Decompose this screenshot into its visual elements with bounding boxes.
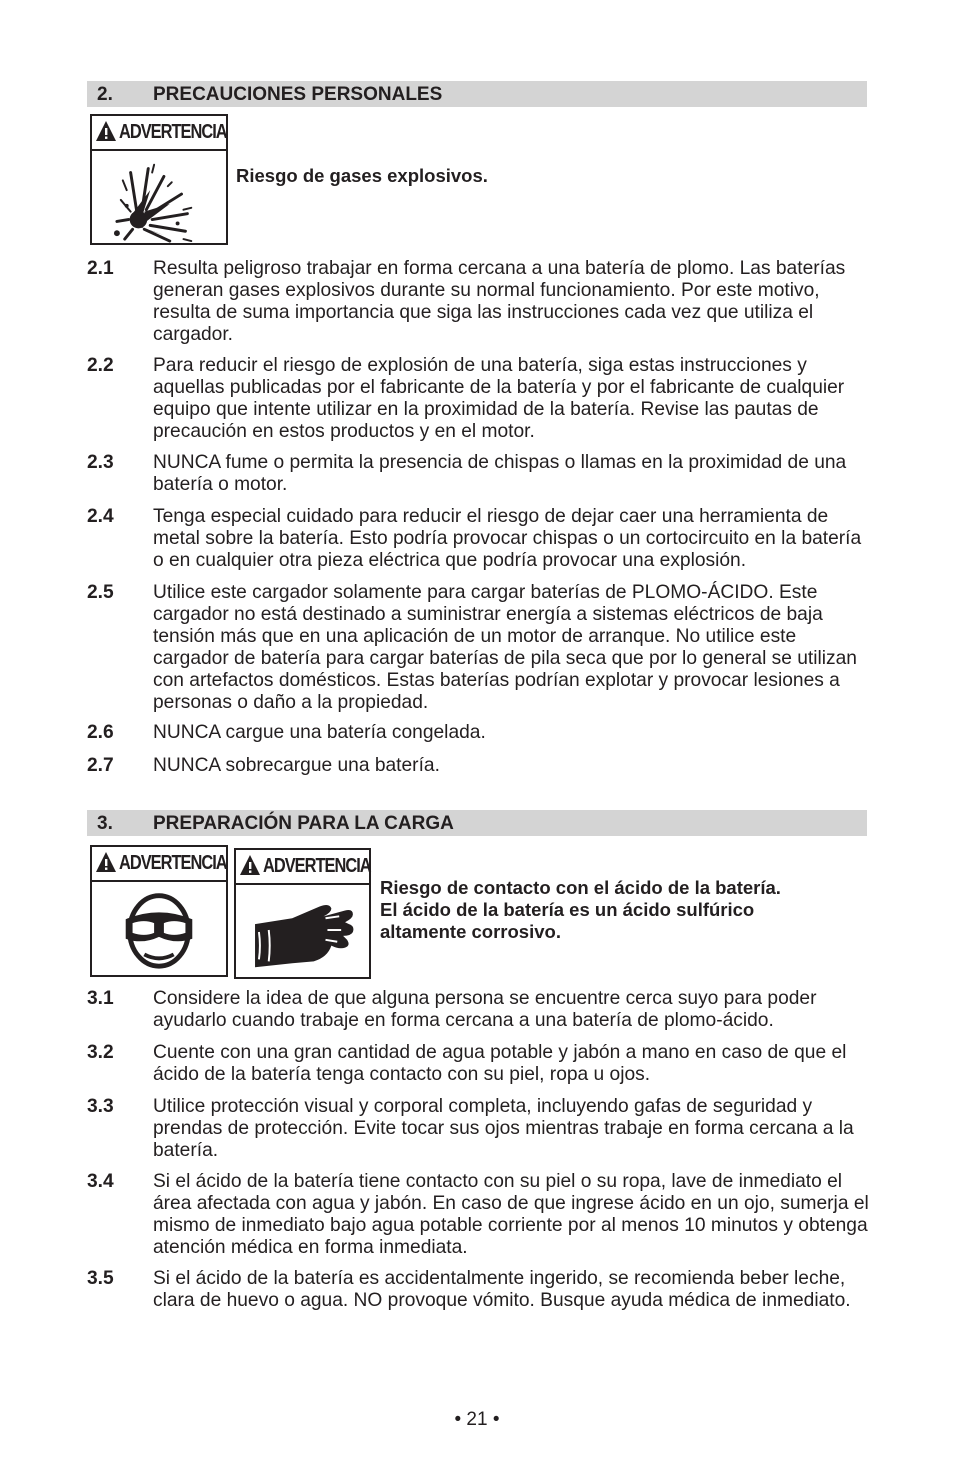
list-item	[87, 452, 877, 496]
list-item	[87, 988, 877, 1032]
item-text: Utilice protección visual y corporal completa, incluyendo gafas de seguridad y prendas de protección. Evite tocar sus ojos mientras trabaje en forma cercana a la batería.	[153, 1096, 854, 1161]
list-item	[87, 258, 877, 346]
item-text: Considere la idea de que alguna persona se encuentre cerca suyo para poder ayudarlo cuando trabaje en forma cercana a una batería de plomo-ácido.	[153, 988, 817, 1031]
item-text: Si el ácido de la batería tiene contacto con su piel o su ropa, lave de inmediato el área afectada con agua y jabón. En caso de que ingrese ácido en un ojo, sumerja el mismo de inmediato bajo agua potable corriente por al menos 10 minutos y obtenga atención médica en forma inmediata.	[153, 1171, 869, 1258]
item-text: Para reducir el riesgo de explosión de una batería, siga estas instrucciones y aquellas publicadas por el fabricante de la batería y por el fabricante de cualquier equipo que intente utilizar en la proximidad de la batería. Revise las pautas de precaución en estos productos y en el motor.	[153, 355, 845, 442]
safety-goggles-icon	[92, 882, 226, 975]
section-title: PRECAUCIONES PERSONALES	[153, 84, 443, 105]
risk-text-explosive-gases: Riesgo de gases explosivos.	[236, 165, 488, 186]
item-number: 3.2	[87, 1042, 114, 1063]
protective-glove-icon	[236, 885, 369, 977]
item-number: 3.3	[87, 1096, 114, 1117]
list-item	[87, 755, 877, 777]
list-item	[87, 355, 877, 443]
item-text: Tenga especial cuidado para reducir el riesgo de dejar caer una herramienta de metal sobre la batería. Esto podría provocar chispas o un cortocircuito en la batería o en cualquier otra pieza eléctrica que podría provocar una explosión.	[153, 506, 862, 571]
list-item	[87, 1042, 877, 1086]
section-2-header	[87, 81, 867, 107]
item-number: 2.5	[87, 582, 114, 603]
item-number: 2.3	[87, 452, 114, 473]
list-item	[87, 1096, 877, 1162]
warning-word: ADVERTENCIA	[119, 852, 227, 874]
section-3-header	[87, 810, 867, 836]
item-number: 3.4	[87, 1171, 114, 1192]
item-number: 2.2	[87, 355, 114, 376]
list-item	[87, 722, 877, 744]
risk-text-acid	[380, 877, 781, 943]
item-text: Resulta peligroso trabajar en forma cercana a una batería de plomo. Las baterías generan gases explosivos durante su normal funcionamiento. Por este motivo, resulta de suma importancia que siga las instrucciones cada vez que utiliza el cargador.	[153, 258, 846, 345]
warning-word: ADVERTENCIA	[119, 121, 227, 143]
warning-label-explosion	[90, 114, 228, 245]
warning-header	[92, 847, 226, 882]
list-item	[87, 582, 877, 714]
warning-word: ADVERTENCIA	[263, 855, 371, 877]
item-text: Si el ácido de la batería es accidentalmente ingerido, se recomienda beber leche, clara de huevo o agua. NO provoque vómito. Busque ayuda médica de inmediato.	[153, 1268, 851, 1311]
section-number: 2.	[97, 84, 113, 105]
warning-triangle-icon	[95, 120, 117, 142]
section-number: 3.	[97, 813, 113, 834]
list-item	[87, 1268, 877, 1312]
item-number: 2.6	[87, 722, 114, 743]
page-number: • 21 •	[454, 1409, 500, 1430]
list-item	[87, 1171, 877, 1259]
explosion-icon	[92, 151, 226, 243]
item-number: 3.5	[87, 1268, 114, 1289]
item-text: NUNCA sobrecargue una batería.	[153, 755, 440, 776]
item-text: Cuente con una gran cantidad de agua potable y jabón a mano en caso de que el ácido de la batería tenga contacto con su piel, ropa u ojos.	[153, 1042, 847, 1085]
warning-header	[236, 850, 369, 885]
item-number: 2.7	[87, 755, 114, 776]
item-text: NUNCA cargue una batería congelada.	[153, 722, 486, 743]
warning-label-goggles	[90, 845, 228, 977]
warning-triangle-icon	[239, 854, 261, 876]
item-text: NUNCA fume o permita la presencia de chispas o llamas en la proximidad de una batería o motor.	[153, 452, 847, 495]
item-number: 3.1	[87, 988, 114, 1009]
warning-triangle-icon	[95, 851, 117, 873]
risk-line: Riesgo de contacto con el ácido de la batería.	[380, 877, 781, 898]
section-title: PREPARACIÓN PARA LA CARGA	[153, 813, 454, 834]
item-number: 2.1	[87, 258, 114, 279]
item-number: 2.4	[87, 506, 114, 527]
risk-line: altamente corrosivo.	[380, 921, 561, 942]
risk-line: El ácido de la batería es un ácido sulfúrico	[380, 899, 755, 920]
warning-header	[92, 116, 226, 151]
warning-label-glove	[234, 848, 371, 979]
list-item	[87, 506, 877, 572]
item-text: Utilice este cargador solamente para cargar baterías de PLOMO-ÁCIDO. Este cargador no está destinado a suministrar energía a sistemas eléctricos de baja tensión más que en una aplicación de un motor de arranque. No utilice este cargador de batería para cargar baterías de pila seca que por lo general se utilizan con artefactos domésticos. Estas baterías podrían explotar y provocar lesiones a personas o daño a la propiedad.	[153, 582, 857, 713]
